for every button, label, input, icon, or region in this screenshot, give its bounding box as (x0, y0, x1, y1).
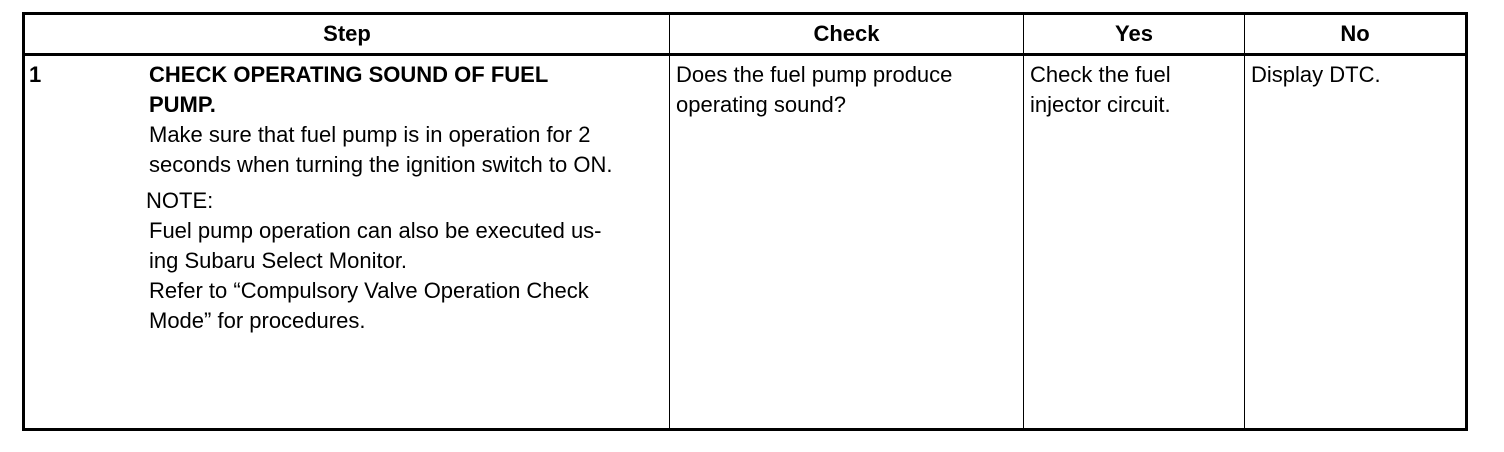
note-line: Fuel pump operation can also be executed us- (149, 218, 602, 243)
table-header-row (24, 14, 1467, 55)
table-row (24, 55, 1467, 430)
check-cell: Does the fuel pump produce operating sound? (670, 55, 1024, 430)
step-number: 1 (29, 62, 42, 87)
header-yes: Yes (1024, 14, 1245, 55)
note-label: NOTE: (146, 188, 214, 213)
header-check: Check (670, 14, 1024, 55)
header-no: No (1245, 14, 1467, 55)
yes-cell: Check the fuel injector circuit. (1024, 55, 1245, 430)
no-cell: Display DTC. (1245, 55, 1467, 430)
note-line: Mode” for procedures. (149, 308, 366, 333)
header-step: Step (24, 14, 670, 55)
note-line: Refer to “Compulsory Valve Operation Check (149, 278, 589, 303)
step-cell (24, 55, 670, 430)
step-title: CHECK OPERATING SOUND OF FUEL PUMP. (149, 62, 548, 117)
note-line: ing Subaru Select Monitor. (149, 248, 408, 273)
step-instruction: Make sure that fuel pump is in operation for 2 seconds when turning the ignition switch to ON. (149, 122, 613, 177)
step-body (146, 56, 665, 336)
diagnostic-procedure-table (22, 12, 1468, 431)
